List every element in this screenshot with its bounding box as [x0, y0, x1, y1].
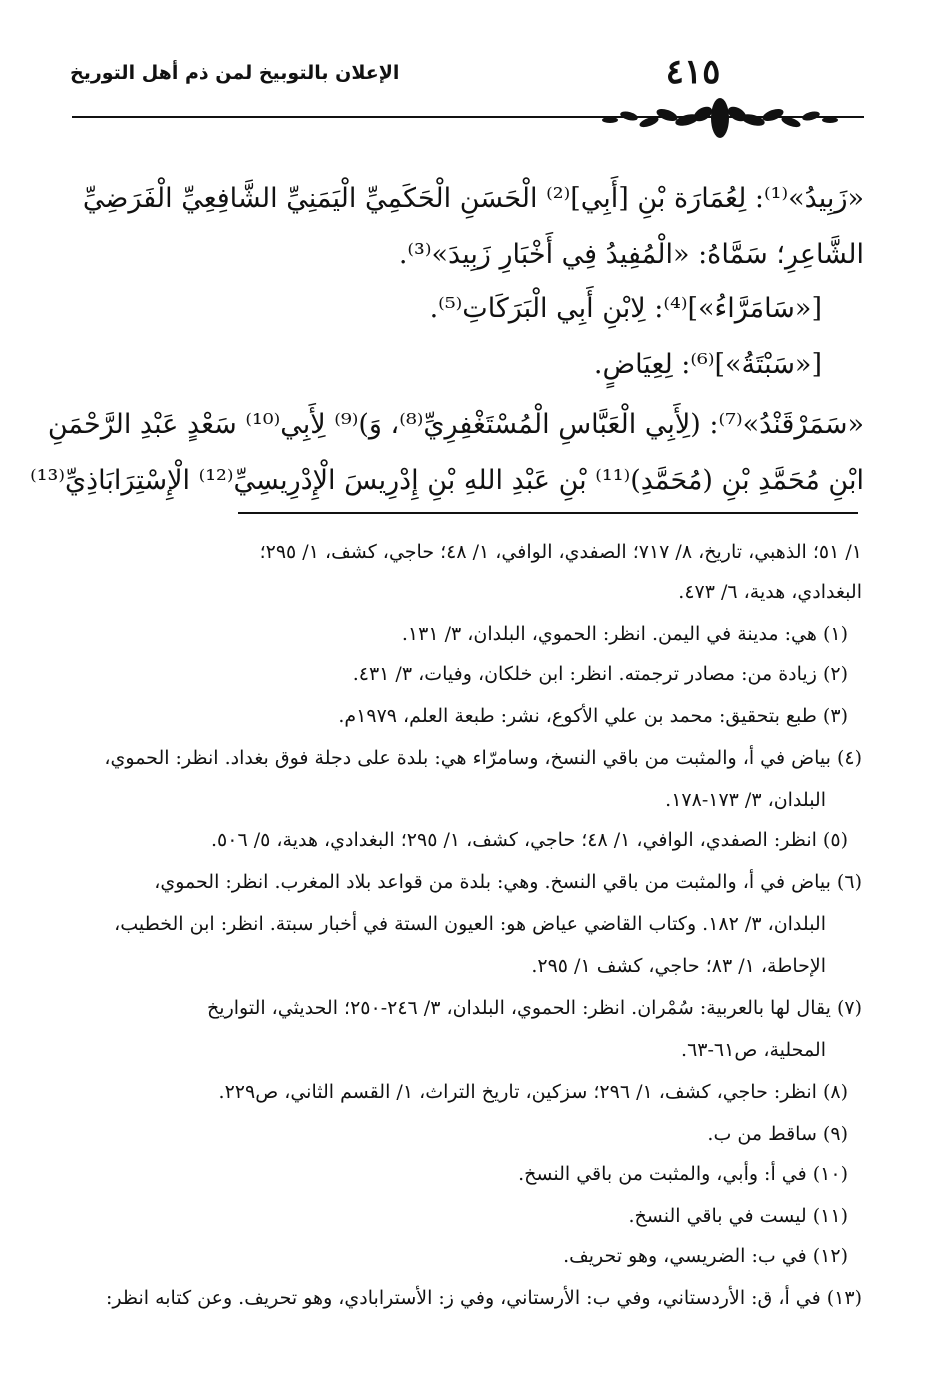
floral-ornament-icon: [595, 88, 845, 148]
main-text-line-3: [«سَامَرَّاءُ»]⁽⁴⁾: لِابْنِ أَبِي الْبَرَكَاتِ⁽⁵⁾.: [429, 293, 822, 324]
main-text-line-2: الشَّاعِرِ؛ سَمَّاهُ: «الْمُفِيدُ فِي أَخْبَارِ زَبِيدَ»⁽³⁾.: [398, 239, 864, 270]
page-number: ٤١٥: [665, 52, 721, 92]
footnote-11: (١١) ليست في باقي النسخ.: [628, 1205, 848, 1227]
footnote-3: (٣) طبع بتحقيق: محمد بن علي الأكوع، نشر: طبعة العلم، ١٩٧٩م.: [338, 705, 848, 727]
footnote-8: (٨) انظر: حاجي، كشف، ١/ ٢٩٦؛ سزكين، تاريخ التراث، ١/ القسم الثاني، ص٢٢٩.: [218, 1081, 848, 1103]
footnote-1: (١) هي: مدينة في اليمن. انظر: الحموي، البلدان، ٣/ ١٣١.: [401, 623, 848, 645]
main-text-line-1: «زَبِيدُ»⁽¹⁾: لِعُمَارَة بْنِ [أَبِي]⁽²⁾ الْحَسَنِ الْحَكَمِيِّ الْيَمَنِيِّ الشَّافِعِيِّ الْفَرَضِيِّ: [82, 183, 864, 214]
footnote-separator: [238, 512, 858, 514]
footnote-6-cont: الإحاطة، ١/ ٨٣؛ حاجي، كشف ١/ ٢٩٥.: [531, 955, 826, 977]
footnote-7: (٧) يقال لها بالعربية: سُمْران. انظر: الحموي، البلدان، ٣/ ٢٤٦-٢٥٠؛ الحديثي، التواريخ: [207, 997, 862, 1019]
footnote-6: (٦) بياض في أ، والمثبت من باقي النسخ. وهي: بلدة من قواعد بلاد المغرب. انظر: الحموي،: [154, 871, 862, 893]
footnote-6-cont: البلدان، ٣/ ١٨٢. وكتاب القاضي عياض هو: العيون الستة في أخبار سبتة. انظر: ابن الخطيب،: [114, 913, 826, 935]
footnote-4-cont: البلدان، ٣/ ١٧٣-١٧٨.: [665, 789, 826, 811]
main-text-line-5: «سَمَرْقَنْدُ»⁽⁷⁾: (لِأَبِي الْعَبَّاسِ الْمُسْتَغْفِرِيِّ⁽⁸⁾، وَ)⁽⁹⁾ لِأَبِي⁽¹⁰⁾ سَعْدٍ عَبْدِ الرَّحْمَنِ: [47, 409, 864, 440]
footnote-2: (٢) زيادة من: مصادر ترجمته. انظر: ابن خلكان، وفيات، ٣/ ٤٣١.: [352, 663, 848, 685]
running-header-title: الإعلان بالتوبيخ لمن ذم أهل التوريخ: [70, 62, 400, 84]
footnote-5: (٥) انظر: الصفدي، الوافي، ١/ ٤٨؛ حاجي، كشف، ١/ ٢٩٥؛ البغدادي، هدية، ٥/ ٥٠٦.: [211, 829, 848, 851]
footnote-12: (١٢) في ب: الضريسي، وهو تحريف.: [563, 1245, 848, 1267]
footnote-13: (١٣) في أ، ق: الأردستاني، وفي ب: الأرستاني، وفي ز: الأسترابادي، وهو تحريف. وعن كتابه انظر:: [106, 1287, 862, 1309]
footnote-9: (٩) ساقط من ب.: [707, 1123, 848, 1145]
footnote-7-cont: المحلية، ص٦١-٦٣.: [681, 1039, 826, 1061]
footnote-10: (١٠) في أ: وأبي، والمثبت من باقي النسخ.: [518, 1163, 848, 1185]
main-text-line-6: ابْنِ مُحَمَّدِ بْنِ (مُحَمَّدِ)⁽¹¹⁾ بْنِ عَبْدِ اللهِ بْنِ إِدْرِيسَ الْإِدْرِيسِيِّ⁽¹²⁾ الْإِسْتِرَابَاذِيِّ⁽¹³⁾: [30, 465, 864, 496]
footnote-line: البغدادي، هدية، ٦/ ٤٧٣.: [678, 581, 862, 603]
main-text-line-4: [«سَبْتَةُ»]⁽⁶⁾: لِعِيَاضٍ.: [593, 349, 822, 380]
footnote-line: ١/ ٥١؛ الذهبي، تاريخ، ٨/ ٧١٧؛ الصفدي، الوافي، ١/ ٤٨؛ حاجي، كشف، ١/ ٢٩٥؛: [259, 541, 862, 563]
footnote-4: (٤) بياض في أ، والمثبت من باقي النسخ، وسامرّاء هي: بلدة على دجلة فوق بغداد. انظر: الحموي،: [104, 747, 862, 769]
